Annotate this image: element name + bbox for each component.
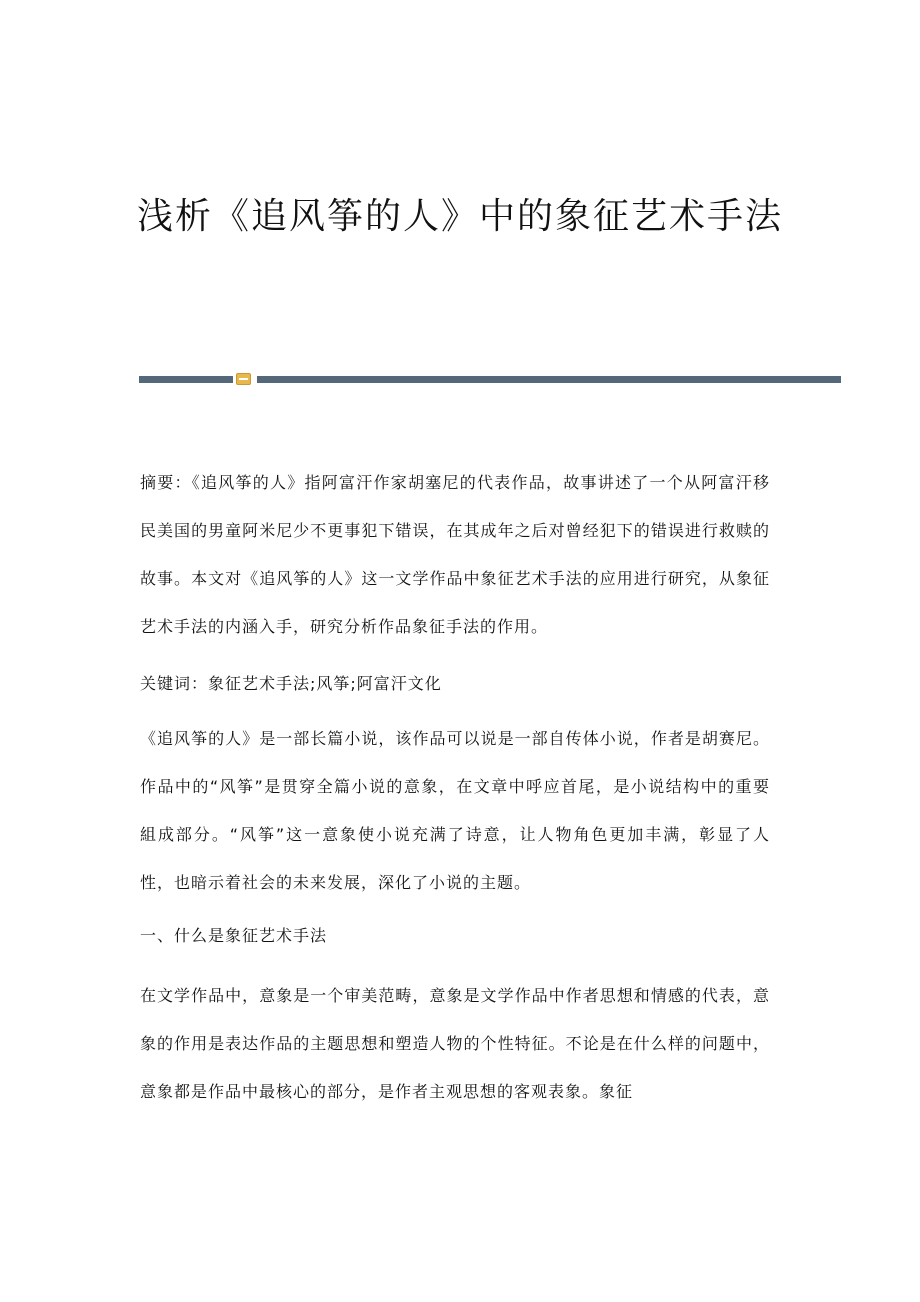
divider-ornament-icon [236, 373, 251, 385]
section-paragraph: 在文学作品中，意象是一个审美范畴，意象是文学作品中作者思想和情感的代表，意象的作用是表达作品的主题思想和塑造人物的个性特征。不论是在什么样的问题中，意象都是作品中最核心的部分，是作者主观思想的客观表象。象征 [140, 986, 770, 1101]
divider-bar-left [139, 376, 233, 383]
keywords-line: 关键词：象征艺术手法;风筝;阿富汗文化 [140, 674, 442, 693]
divider-bar-right [257, 376, 841, 383]
title-divider [139, 372, 841, 386]
intro-paragraph: 《追风筝的人》是一部长篇小说，该作品可以说是一部自传体小说，作者是胡赛尼。作品中的“风筝”是贯穿全篇小说的意象，在文章中呼应首尾，是小说结构中的重要組成部分。“风筝”这一意象使小说充满了诗意，让人物角色更加丰满，彰显了人性，也暗示着社会的未来发展，深化了小说的主题。 [140, 729, 770, 892]
section-heading: 一、什么是象征艺术手法 [140, 926, 328, 945]
abstract-paragraph: 摘要：《追风筝的人》指阿富汗作家胡塞尼的代表作品，故事讲述了一个从阿富汗移民美国的男童阿米尼少不更事犯下错误，在其成年之后对曾经犯下的错误进行救赎的故事。本文对《追风筝的人》这一文学作品中象征艺术手法的应用进行研究，从象征艺术手法的内涵入手，研究分析作品象征手法的作用。 [140, 473, 770, 636]
document-title: 浅析《追风筝的人》中的象征艺术手法 [136, 196, 783, 237]
